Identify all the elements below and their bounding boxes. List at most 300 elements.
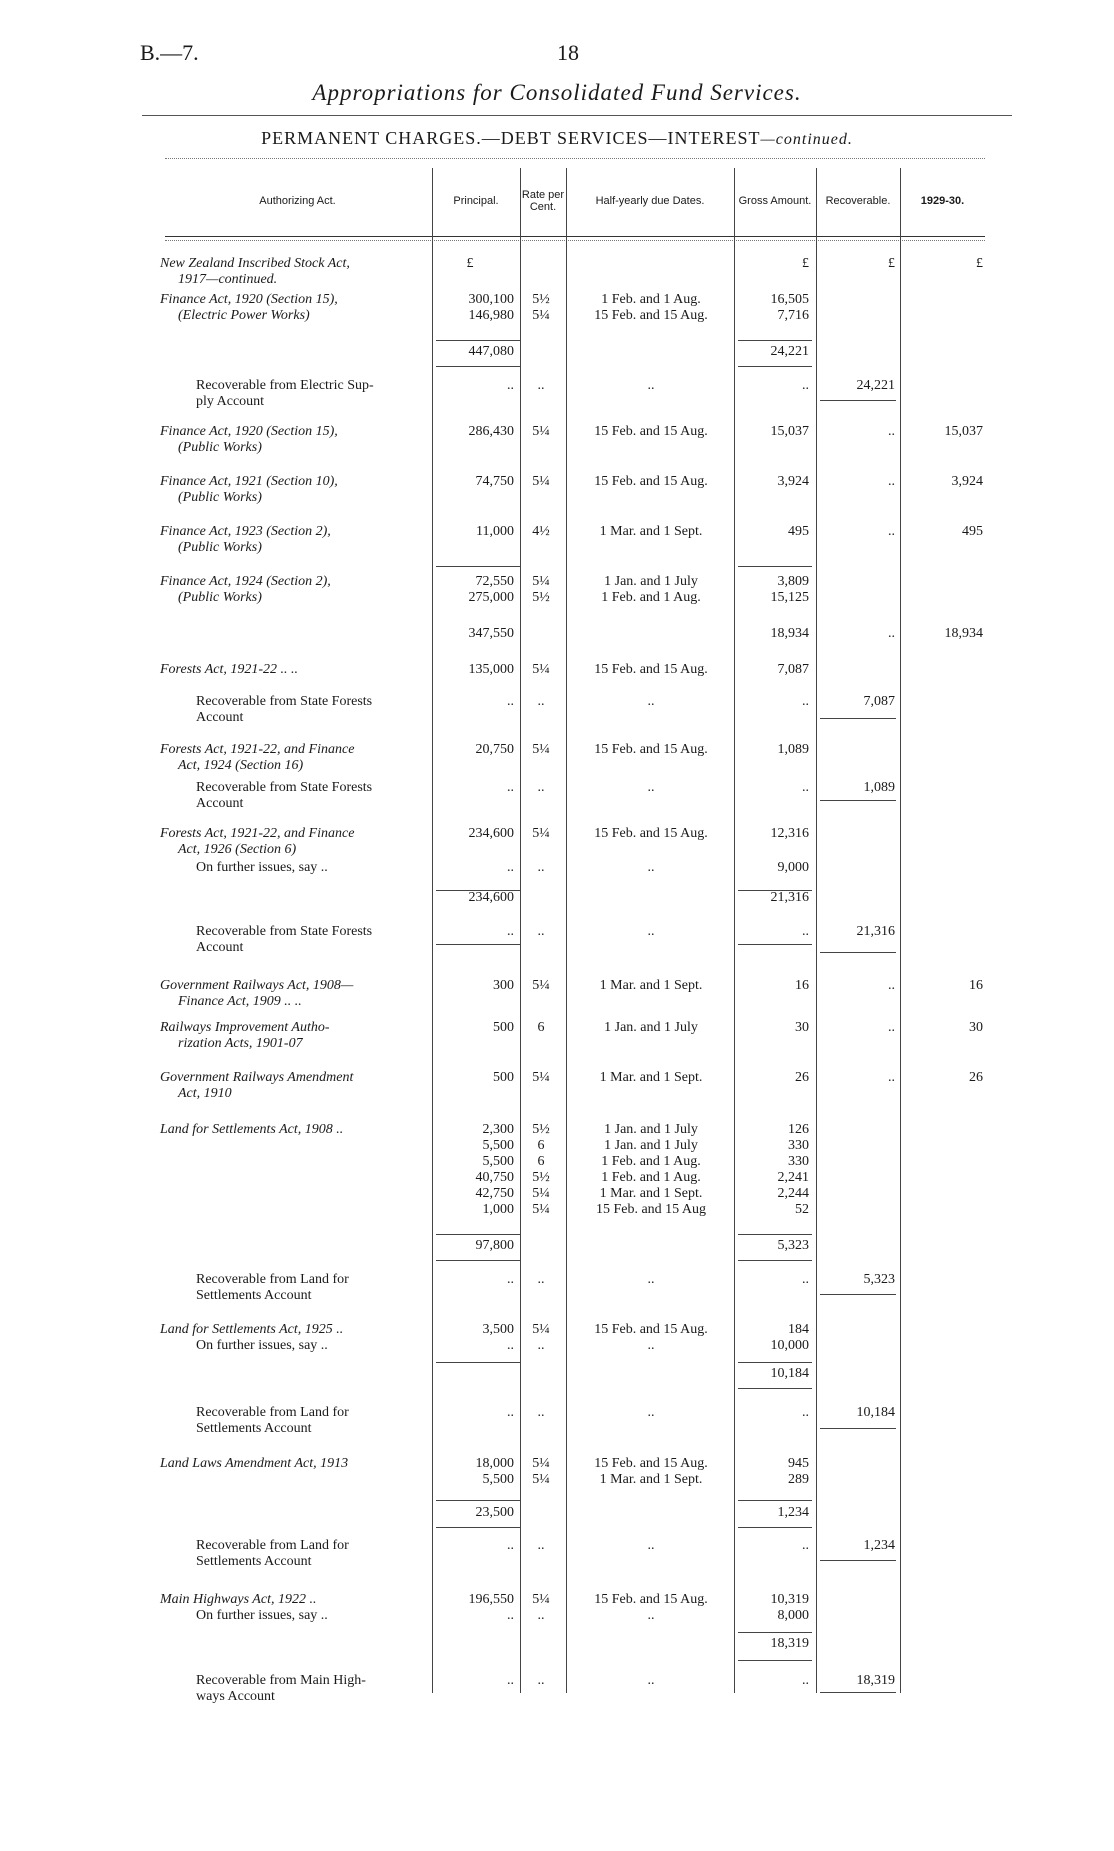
- recoverable-cell-line: 5,323: [863, 1272, 895, 1287]
- principal-cell-line: 234,600: [468, 826, 514, 841]
- year-cell: [905, 978, 983, 994]
- rate-cell-line: 5½: [532, 292, 550, 307]
- rate-cell: [522, 924, 560, 940]
- gross-cell-line: 10,184: [770, 1366, 809, 1381]
- gross-cell: [736, 1020, 809, 1036]
- act-line: Act, 1924 (Section 16): [178, 758, 304, 773]
- act-cell: [160, 1272, 430, 1304]
- rate-cell-line: 6: [537, 1154, 545, 1169]
- recoverable-cell-line: ..: [888, 474, 895, 489]
- gross-cell-line: 289: [788, 1472, 809, 1487]
- col-rule: [816, 168, 817, 1693]
- rate-cell: [522, 424, 560, 440]
- page-title: Appropriations for Consolidated Fund Services.: [312, 80, 802, 105]
- rate-cell-line: 5¼: [532, 474, 550, 489]
- gross-cell-line: 1,089: [777, 742, 809, 757]
- gross-cell: [736, 424, 809, 440]
- gross-cell-line: 126: [788, 1122, 809, 1137]
- dates-cell: [566, 1020, 736, 1036]
- gross-cell-line: 7,087: [777, 662, 809, 677]
- act-cell: [160, 694, 430, 726]
- recoverable-cell: [822, 424, 895, 440]
- dates-cell: [566, 424, 736, 440]
- principal-cell: [438, 1122, 514, 1218]
- principal-cell: [438, 424, 514, 440]
- year-cell-line: 30: [969, 1020, 983, 1035]
- rate-cell: [522, 1592, 560, 1608]
- recoverable-cell-line: 18,319: [856, 1673, 895, 1688]
- total-rule: [436, 340, 520, 341]
- gross-cell-line: ..: [802, 1538, 809, 1553]
- dates-cell-line: ..: [647, 924, 655, 939]
- recoverable-cell: [822, 1272, 895, 1288]
- dates-cell: [566, 1322, 736, 1338]
- gross-cell-line: ..: [802, 1673, 809, 1688]
- dates-cell-line: 1 Jan. and 1 July: [604, 1020, 698, 1035]
- principal-cell-line: 72,550: [475, 574, 514, 589]
- total-rule: [738, 566, 812, 567]
- act-cell: [160, 474, 430, 506]
- dates-cell-line: 1 Feb. and 1 Aug.: [601, 1170, 701, 1185]
- recoverable-cell-line: ..: [888, 1070, 895, 1085]
- year-cell: [905, 1020, 983, 1036]
- principal-cell: [438, 524, 514, 540]
- dates-cell-line: 15 Feb. and 15 Aug.: [594, 1322, 708, 1337]
- rate-cell: [522, 378, 560, 394]
- col-header-act: Authorizing Act.: [259, 195, 336, 207]
- dates-cell-line: 1 Mar. and 1 Sept.: [599, 978, 703, 993]
- total-rule: [820, 400, 896, 401]
- gross-cell-line: 15,037: [770, 424, 809, 439]
- total-rule: [436, 1527, 520, 1528]
- principal-cell-line: 196,550: [468, 1592, 514, 1607]
- currency-principal: £: [466, 256, 474, 271]
- principal-cell: [438, 1272, 514, 1288]
- act-line: Land for Settlements Act, 1925 ..: [160, 1322, 344, 1337]
- currency-gross: £: [802, 256, 809, 271]
- recoverable-cell-line: 10,184: [856, 1405, 895, 1420]
- rate-cell: [522, 1608, 560, 1624]
- dates-cell-line: ..: [647, 378, 655, 393]
- dates-cell: [566, 924, 736, 940]
- act-line: Finance Act, 1924 (Section 2),: [160, 574, 331, 589]
- currency-recoverable: £: [888, 256, 895, 271]
- gross-cell-line: 7,716: [777, 308, 809, 323]
- act-cell: [160, 424, 430, 456]
- col-header-rate: Rate per Cent.: [521, 189, 565, 213]
- dates-cell: [566, 742, 736, 758]
- act-cell: [160, 1405, 430, 1437]
- dates-cell-line: 1 Mar. and 1 Sept.: [599, 1472, 703, 1487]
- principal-cell-line: 500: [493, 1070, 514, 1085]
- gross-cell-line: ..: [802, 694, 809, 709]
- rate-cell-line: 5¼: [532, 1322, 550, 1337]
- principal-cell-line: ..: [507, 1338, 514, 1353]
- principal-cell-line: ..: [507, 924, 514, 939]
- title-rule: [142, 115, 1012, 116]
- act-cell: [160, 1020, 430, 1052]
- rate-cell-line: ..: [537, 780, 545, 795]
- total-rule: [436, 944, 520, 945]
- principal-cell: [438, 1020, 514, 1036]
- rate-cell: [522, 1456, 560, 1488]
- principal-cell-line: ..: [507, 694, 514, 709]
- recoverable-cell-line: 24,221: [856, 378, 895, 393]
- rate-cell: [522, 1122, 560, 1218]
- subtitle-continued: —continued.: [760, 131, 853, 148]
- act-cell: [160, 378, 430, 410]
- recoverable-cell: [822, 524, 895, 540]
- act-cell: [160, 742, 430, 774]
- act-cell: [160, 860, 430, 876]
- gross-cell-line: 945: [788, 1456, 809, 1471]
- rate-cell: [522, 1338, 560, 1354]
- principal-cell-line: 275,000: [468, 590, 514, 605]
- gross-cell-line: 2,244: [777, 1186, 809, 1201]
- total-rule: [738, 1500, 812, 1501]
- rate-cell: [522, 694, 560, 710]
- gross-cell: [736, 978, 809, 994]
- gross-cell-line: 26: [795, 1070, 809, 1085]
- principal-cell-line: ..: [507, 1608, 514, 1623]
- rate-cell: [522, 1272, 560, 1288]
- rate-cell: [522, 524, 560, 540]
- header-rule: [165, 236, 985, 237]
- section-subtitle: [0, 128, 1114, 149]
- recoverable-cell: [822, 378, 895, 394]
- gross-cell-line: 10,000: [770, 1338, 809, 1353]
- principal-cell: [438, 1608, 514, 1624]
- subtitle-rule: [165, 158, 985, 159]
- header-rule-dotted: [165, 240, 985, 241]
- principal-cell: [438, 662, 514, 678]
- gross-cell: [736, 1070, 809, 1086]
- principal-cell-line: 3,500: [482, 1322, 514, 1337]
- act-line: Finance Act, 1920 (Section 15),: [160, 424, 338, 439]
- act-line: (Public Works): [178, 440, 262, 455]
- gross-cell: [736, 1673, 809, 1689]
- principal-cell: [438, 780, 514, 796]
- total-rule: [436, 566, 520, 567]
- principal-cell: [438, 344, 514, 360]
- gross-cell: [736, 574, 809, 606]
- rate-cell: [522, 574, 560, 606]
- dates-cell: [566, 1405, 736, 1421]
- act-line: Act, 1910: [178, 1086, 232, 1101]
- gross-cell: [736, 1405, 809, 1421]
- act-line: Finance Act, 1909 .. ..: [178, 994, 302, 1009]
- act-line: Forests Act, 1921-22, and Finance: [160, 742, 355, 757]
- act-line: Settlements Account: [196, 1421, 312, 1436]
- gross-cell: [736, 1538, 809, 1554]
- dates-cell: [566, 378, 736, 394]
- act-line: Recoverable from State Forests: [196, 694, 373, 709]
- gross-cell-line: 2,241: [777, 1170, 809, 1185]
- gross-cell-line: 15,125: [770, 590, 809, 605]
- act-line: Account: [196, 796, 244, 811]
- principal-cell-line: 5,500: [482, 1154, 514, 1169]
- dates-cell-line: 15 Feb. and 15 Aug.: [594, 662, 708, 677]
- gross-cell-line: 18,934: [770, 626, 809, 641]
- total-rule: [436, 1260, 520, 1261]
- rate-cell: [522, 1070, 560, 1086]
- act-line: Recoverable from Land for: [196, 1272, 349, 1287]
- col-header-year: 1929-30.: [920, 195, 965, 207]
- dates-cell-line: 1 Jan. and 1 July: [604, 574, 698, 589]
- total-rule: [436, 1362, 520, 1363]
- act-line: 1917—continued.: [178, 272, 278, 287]
- rate-cell-line: 5½: [532, 590, 550, 605]
- principal-cell: [438, 1405, 514, 1421]
- rate-cell: [522, 474, 560, 490]
- act-line: Recoverable from State Forests: [196, 924, 373, 939]
- dates-cell-line: 1 Feb. and 1 Aug.: [601, 1154, 701, 1169]
- act-line: Settlements Account: [196, 1288, 312, 1303]
- gross-cell: [736, 1272, 809, 1288]
- gross-cell: [736, 924, 809, 940]
- total-rule: [738, 1527, 812, 1528]
- principal-cell-line: ..: [507, 1272, 514, 1287]
- recoverable-cell-line: ..: [888, 1020, 895, 1035]
- recoverable-cell: [822, 1070, 895, 1086]
- total-rule: [820, 1692, 896, 1693]
- principal-cell-line: ..: [507, 780, 514, 795]
- recoverable-cell: [822, 1673, 895, 1689]
- principal-cell: [438, 890, 514, 906]
- gross-cell-line: 8,000: [777, 1608, 809, 1623]
- principal-cell: [438, 1673, 514, 1689]
- total-rule: [738, 366, 812, 367]
- principal-cell-line: 97,800: [475, 1238, 514, 1253]
- gross-cell: [736, 344, 809, 360]
- act-line: Recoverable from Main High-: [196, 1673, 366, 1688]
- dates-cell-line: ..: [647, 860, 655, 875]
- recoverable-cell-line: 1,089: [863, 780, 895, 795]
- col-rule: [432, 168, 433, 1693]
- col-header-dates: Half-yearly due Dates.: [595, 195, 705, 207]
- gross-cell-line: ..: [802, 378, 809, 393]
- act-line: Land Laws Amendment Act, 1913: [160, 1456, 349, 1471]
- principal-cell: [438, 574, 514, 606]
- recoverable-cell: [822, 978, 895, 994]
- subtitle-text: PERMANENT CHARGES.—DEBT SERVICES—INTEREST: [261, 128, 761, 148]
- total-rule: [820, 952, 896, 953]
- gross-cell-line: ..: [802, 780, 809, 795]
- rate-cell: [522, 780, 560, 796]
- principal-cell: [438, 1592, 514, 1608]
- principal-cell-line: 135,000: [468, 662, 514, 677]
- dates-cell: [566, 1592, 736, 1608]
- dates-cell-line: 15 Feb. and 15 Aug.: [594, 826, 708, 841]
- recoverable-cell: [822, 1538, 895, 1554]
- principal-cell-line: 286,430: [468, 424, 514, 439]
- dates-cell-line: ..: [647, 1538, 655, 1553]
- rate-cell-line: ..: [537, 1673, 545, 1688]
- recoverable-cell: [822, 924, 895, 940]
- recoverable-cell: [822, 1020, 895, 1036]
- act-line: Recoverable from State Forests: [196, 780, 373, 795]
- act-line: (Public Works): [178, 490, 262, 505]
- dates-cell-line: 15 Feb. and 15 Aug.: [594, 474, 708, 489]
- recoverable-cell-line: 21,316: [856, 924, 895, 939]
- act-line: Act, 1926 (Section 6): [178, 842, 297, 857]
- recoverable-cell: [822, 474, 895, 490]
- gross-cell-line: 3,809: [777, 574, 809, 589]
- act-cell: [160, 1538, 430, 1570]
- col-header-gross: Gross Amount.: [738, 195, 812, 207]
- act-cell: [160, 574, 430, 606]
- gross-cell: [736, 662, 809, 678]
- dates-cell: [566, 662, 736, 678]
- dates-cell: [566, 978, 736, 994]
- rate-cell-line: 5½: [532, 1122, 550, 1137]
- gross-cell-line: 30: [795, 1020, 809, 1035]
- total-rule: [820, 1294, 896, 1295]
- gross-cell: [736, 292, 809, 324]
- act-line: Settlements Account: [196, 1554, 312, 1569]
- rate-cell: [522, 1322, 560, 1338]
- principal-cell: [438, 1456, 514, 1488]
- rate-cell-line: 5¼: [532, 1456, 550, 1471]
- act-cell: [160, 1122, 430, 1138]
- col-header-principal: Principal.: [453, 195, 499, 207]
- gross-cell-line: 12,316: [770, 826, 809, 841]
- col-header-recoverable: Recoverable.: [825, 195, 891, 207]
- recoverable-cell: [822, 780, 895, 796]
- principal-cell-line: 20,750: [475, 742, 514, 757]
- principal-cell-line: 5,500: [482, 1138, 514, 1153]
- recoverable-cell: [822, 1405, 895, 1421]
- gross-cell: [736, 1238, 809, 1254]
- gross-cell-line: 18,319: [770, 1636, 809, 1651]
- principal-cell: [438, 1322, 514, 1338]
- principal-cell-line: 146,980: [468, 308, 514, 323]
- act-cell: [160, 924, 430, 956]
- principal-cell-line: 42,750: [475, 1186, 514, 1201]
- total-rule: [738, 340, 812, 341]
- gross-cell: [736, 626, 809, 642]
- recoverable-cell-line: ..: [888, 524, 895, 539]
- act-cell: [160, 780, 430, 812]
- act-line: Recoverable from Land for: [196, 1405, 349, 1420]
- rate-cell-line: 5¼: [532, 1472, 550, 1487]
- dates-cell: [566, 1272, 736, 1288]
- gross-cell-line: 330: [788, 1154, 809, 1169]
- gross-cell-line: 10,319: [770, 1592, 809, 1607]
- gross-cell-line: ..: [802, 1405, 809, 1420]
- rate-cell-line: 5¼: [532, 1070, 550, 1085]
- total-rule: [738, 1632, 812, 1633]
- gross-cell: [736, 524, 809, 540]
- principal-cell: [438, 1238, 514, 1254]
- rate-cell-line: 5¼: [532, 662, 550, 677]
- year-cell-line: 16: [969, 978, 983, 993]
- principal-cell-line: ..: [507, 1673, 514, 1688]
- dates-cell: [566, 524, 736, 540]
- rate-cell: [522, 826, 560, 842]
- page-number: 18: [557, 40, 579, 65]
- dates-cell: [566, 860, 736, 876]
- principal-cell-line: 234,600: [468, 890, 514, 905]
- rate-cell: [522, 742, 560, 758]
- principal-cell: [438, 860, 514, 876]
- principal-cell-line: 23,500: [475, 1505, 514, 1520]
- principal-cell: [438, 292, 514, 324]
- rate-cell-line: ..: [537, 1405, 545, 1420]
- gross-cell: [736, 1122, 809, 1218]
- year-cell-line: 18,934: [944, 626, 983, 641]
- act-line: Account: [196, 710, 244, 725]
- principal-cell-line: 18,000: [475, 1456, 514, 1471]
- total-rule: [738, 1660, 812, 1661]
- gross-cell-line: 16,505: [770, 292, 809, 307]
- gross-cell-line: 495: [788, 524, 809, 539]
- act-line: rization Acts, 1901-07: [178, 1036, 303, 1051]
- rate-cell-line: 5¼: [532, 826, 550, 841]
- act-cell: [160, 1070, 430, 1102]
- rate-cell-line: 5¼: [532, 1592, 550, 1607]
- total-rule: [436, 1500, 520, 1501]
- recoverable-cell-line: 7,087: [863, 694, 895, 709]
- dates-cell-line: ..: [647, 694, 655, 709]
- act-line: On further issues, say ..: [196, 1608, 328, 1623]
- gross-cell: [736, 742, 809, 758]
- dates-cell: [566, 1538, 736, 1554]
- dates-cell-line: ..: [647, 1608, 655, 1623]
- act-line: Finance Act, 1920 (Section 15),: [160, 292, 338, 307]
- gross-cell-line: 5,323: [777, 1238, 809, 1253]
- rate-cell-line: 4½: [532, 524, 550, 539]
- dates-cell-line: 1 Mar. and 1 Sept.: [599, 1186, 703, 1201]
- gross-cell-line: ..: [802, 924, 809, 939]
- principal-cell-line: 1,000: [482, 1202, 514, 1217]
- dates-cell-line: 15 Feb. and 15 Aug: [595, 1202, 707, 1217]
- principal-cell: [438, 1338, 514, 1354]
- gross-cell: [736, 1592, 809, 1608]
- year-cell-line: 3,924: [951, 474, 983, 489]
- dates-cell-line: 15 Feb. and 15 Aug.: [594, 1592, 708, 1607]
- rate-cell-line: ..: [537, 1338, 545, 1353]
- act-cell: [160, 978, 430, 1010]
- gross-cell-line: 1,234: [777, 1505, 809, 1520]
- rate-cell-line: 5¼: [532, 424, 550, 439]
- year-cell-line: 15,037: [944, 424, 983, 439]
- principal-cell-line: ..: [507, 378, 514, 393]
- rate-cell: [522, 1405, 560, 1421]
- principal-cell: [438, 742, 514, 758]
- year-cell: [905, 1070, 983, 1086]
- gross-cell-line: 3,924: [777, 474, 809, 489]
- col-rule: [900, 168, 901, 1693]
- gross-cell: [736, 378, 809, 394]
- principal-cell: [438, 1538, 514, 1554]
- gross-cell: [736, 1366, 809, 1382]
- rate-cell-line: ..: [537, 1272, 545, 1287]
- total-rule: [738, 944, 812, 945]
- dates-cell: [566, 474, 736, 490]
- dates-cell-line: 15 Feb. and 15 Aug.: [594, 424, 708, 439]
- gross-cell-line: 21,316: [770, 890, 809, 905]
- principal-cell: [438, 378, 514, 394]
- gross-cell: [736, 694, 809, 710]
- principal-cell: [438, 1505, 514, 1521]
- rate-cell: [522, 662, 560, 678]
- gross-cell: [736, 1338, 809, 1354]
- total-rule: [436, 366, 520, 367]
- dates-cell: [566, 1673, 736, 1689]
- act-line: Recoverable from Land for: [196, 1538, 349, 1553]
- principal-cell-line: 447,080: [468, 344, 514, 359]
